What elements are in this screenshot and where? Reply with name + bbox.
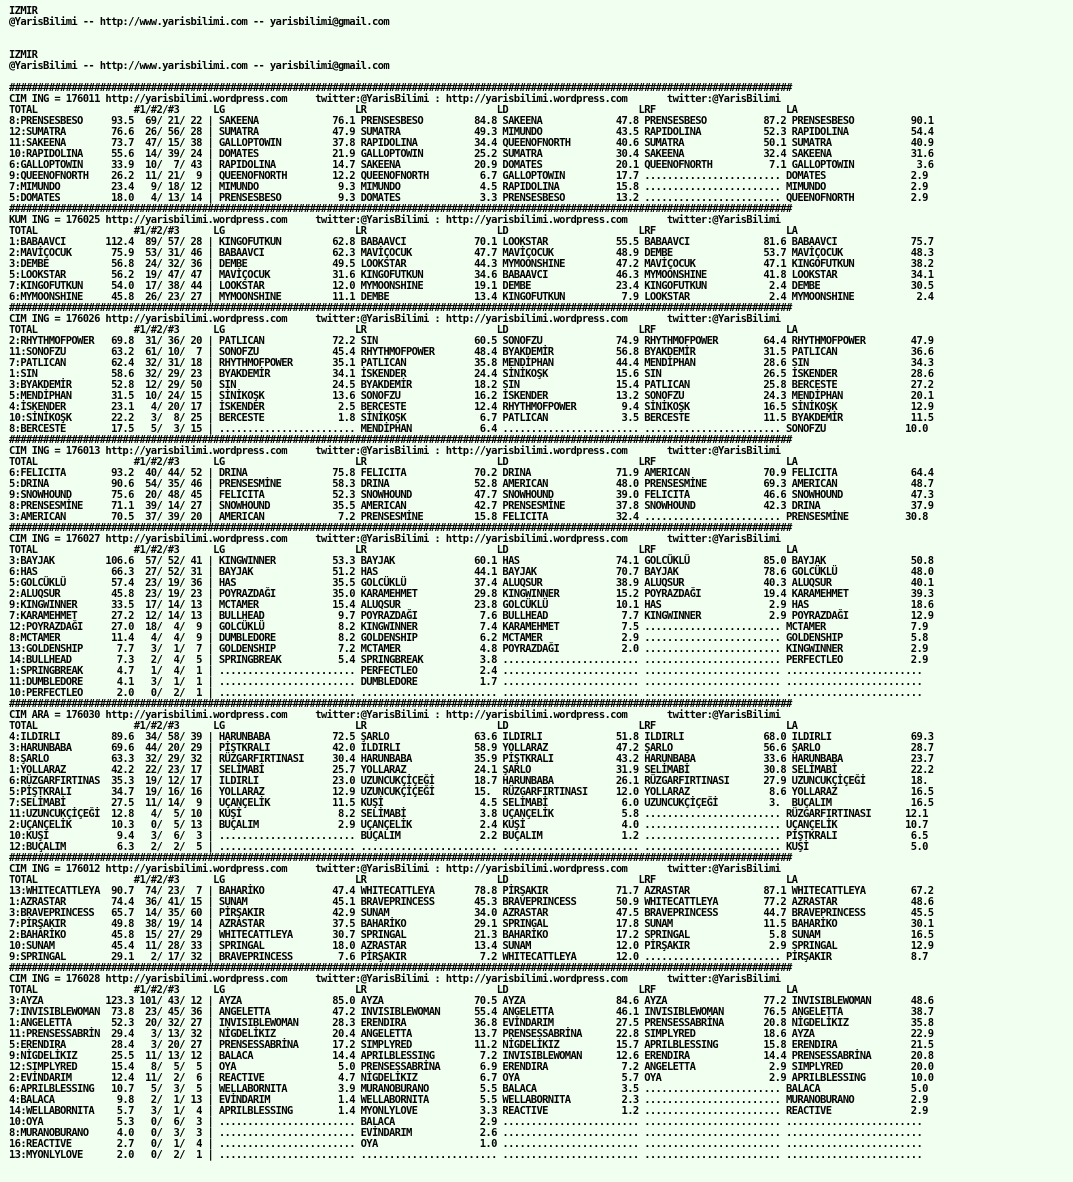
runner-row: 12:SUMATRA 76.6 26/ 56/ 28 | SUMATRA 47.9 SUMATRA 49.3 MIMUNDO 43.5 RAPIDOLINA 52.3 RAPIDOLINA 54.4 bbox=[9, 126, 934, 138]
blank-line bbox=[9, 39, 1073, 50]
race-block bbox=[9, 853, 1073, 963]
separator-line: ########################################################################################################################################## bbox=[9, 434, 792, 446]
runner-row: 11:PRENSESSABRİN 29.4 3/ 13/ 32 | NİGDELİKIZ 20.4 ANGELETTA 13.7 PRENSESSABRİNA 22.8 SIMPLYRED 18.6 AYZA 22.9 bbox=[9, 1028, 934, 1040]
runner-row: 2:EVİNDARIM 12.4 11/ 2/ 6 | REACTIVE 4.7 NİGDELİKIZ 6.7 OYA 5.7 OYA 2.9 APRILBLESSING 10.0 bbox=[9, 1072, 934, 1084]
runner-row: 16:REACTIVE 2.7 0/ 1/ 4 | ........................ OYA 1.0 ........................ ........................ ........................ bbox=[9, 1138, 923, 1150]
runner-row: 3:BAYJAK 106.6 57/ 52/ 41 | KINGWINNER 53.3 BAYJAK 60.1 HAS 74.1 GOLCÜKLÜ 85.0 BAYJAK 50.8 bbox=[9, 555, 934, 567]
runner-row: 4:ILDIRLI 89.6 34/ 58/ 39 | HARUNBABA 72.5 ŞARLO 63.6 ILDIRLI 51.8 ILDIRLI 68.0 ILDIRLI 69.3 bbox=[9, 731, 934, 743]
column-header: TOTAL #1/#2/#3 LG LR LD LRF LA bbox=[9, 720, 798, 732]
runner-row: 13:MYONLYLOVE 2.0 0/ 2/ 1 | ........................ ........................ ........................ ........................ ........................ bbox=[9, 1149, 923, 1161]
runner-row: 11:SONOFZU 63.2 61/ 10/ 7 | SONOFZU 45.4 RHYTHMOFPOWER 48.4 BYAKDEMİR 56.8 BYAKDEMİR 31.5 PATLICAN 36.6 bbox=[9, 346, 934, 358]
column-header: TOTAL #1/#2/#3 LG LR LD LRF LA bbox=[9, 984, 798, 996]
race-block bbox=[9, 204, 1073, 303]
runner-row: 10:OYA 5.3 0/ 6/ 3 | ........................ BALACA 2.9 ........................ ........................ ........................ bbox=[9, 1116, 923, 1128]
runner-row: 6:GALLOPTOWIN 33.9 10/ 7/ 43 | RAPIDOLINA 14.7 SAKEENA 20.9 DOMATES 20.1 QUEENOFNORTH 7.1 GALLOPTOWIN 3.6 bbox=[9, 159, 934, 171]
runner-row: 1:SIN 58.6 32/ 29/ 23 | BYAKDEMİR 34.1 İSKENDER 24.4 SİNİKOŞK 15.6 SIN 26.5 İSKENDER 28.6 bbox=[9, 368, 934, 380]
runner-row: 8:PRENSESMİNE 71.1 39/ 14/ 27 | SNOWHOUND 35.5 AMERICAN 42.7 PRENSESMİNE 37.8 SNOWHOUND 42.3 DRINA 37.9 bbox=[9, 500, 934, 512]
runner-row: 1:SPRINGBREAK 4.7 1/ 4/ 1 | ........................ PERFECTLEO 2.4 ........................ ........................ ........................ bbox=[9, 665, 923, 677]
race-block bbox=[9, 83, 1073, 204]
race-block bbox=[9, 435, 1073, 523]
runner-row: 5:DOMATES 18.0 4/ 13/ 14 | PRENSESBESO 9.3 DOMATES 3.3 PRENSESBESO 13.2 ........................ QUEENOFNORTH 2.9 bbox=[9, 192, 928, 204]
column-header: TOTAL #1/#2/#3 LG LR LD LRF LA bbox=[9, 104, 798, 116]
runner-row: 7:PİRŞAKIR 49.8 38/ 19/ 14 | AZRASTAR 37.5 BAHARİKO 29.1 SPRINGAL 17.8 SUNAM 11.5 BAHARİKO 30.1 bbox=[9, 918, 934, 930]
runner-row: 12:SIMPLYRED 15.4 8/ 5/ 5 | OYA 5.0 PRENSESSABRİNA 6.9 ERENDIRA 7.2 ANGELETTA 2.9 SIMPLYRED 20.0 bbox=[9, 1061, 934, 1073]
page-city: IZMIR bbox=[9, 5, 38, 17]
column-header: TOTAL #1/#2/#3 LG LR LD LRF LA bbox=[9, 544, 798, 556]
runner-row: 9:NİGDELİKIZ 25.5 11/ 13/ 12 | BALACA 14.4 APRILBLESSING 7.2 INVISIBLEWOMAN 12.6 ERENDIRA 14.4 PRENSESSABRİNA 20.8 bbox=[9, 1050, 934, 1062]
runner-row: 3:AMERICAN 70.5 37/ 39/ 20 | AMERICAN 7.2 PRENSESMİNE 15.8 FELICITA 32.4 ........................ PRENSESMİNE 30.8 bbox=[9, 511, 928, 523]
column-header: TOTAL #1/#2/#3 LG LR LD LRF LA bbox=[9, 324, 798, 336]
race-header: CIM ING = 176028 http://yarisbilimi.wordpress.com twitter:@YarisBilimi : http://yarisbilimi.wordpress.com twitter:@YarisBilimi bbox=[9, 973, 781, 985]
runner-row: 11:UZUNCUKÇİÇEĞİ 12.8 4/ 5/ 10 | KUŞİ 8.2 SELİMABİ 3.8 UÇANÇELİK 5.8 ........................ RÜZGARFIRTINASI 12.1 bbox=[9, 808, 928, 820]
race-header: CIM ING = 176027 http://yarisbilimi.wordpress.com twitter:@YarisBilimi : http://yarisbilimi.wordpress.com twitter:@YarisBilimi bbox=[9, 533, 781, 545]
runner-row: 10:RAPIDOLINA 55.6 14/ 39/ 24 | DOMATES 21.9 GALLOPTOWIN 25.2 SUMATRA 30.4 SAKEENA 32.4 SAKEENA 31.6 bbox=[9, 148, 934, 160]
runner-row: 4:İSKENDER 23.1 4/ 20/ 17 | İSKENDER 2.5 BERCESTE 12.4 RHYTHMOFPOWER 9.4 SİNİKOŞK 16.5 SİNİKOŞK 12.9 bbox=[9, 401, 934, 413]
blank-line bbox=[9, 28, 1073, 39]
separator-line: ########################################################################################################################################## bbox=[9, 962, 792, 974]
race-block bbox=[9, 699, 1073, 853]
runner-row: 5:DRINA 90.6 54/ 35/ 46 | PRENSESMİNE 58.3 DRINA 52.8 AMERICAN 48.0 PRENSESMİNE 69.3 AMERICAN 48.7 bbox=[9, 478, 934, 490]
race-header: CIM ING = 176013 http://yarisbilimi.wordpress.com twitter:@YarisBilimi : http://yarisbilimi.wordpress.com twitter:@YarisBilimi bbox=[9, 445, 781, 457]
race-block bbox=[9, 303, 1073, 435]
page-credits: @YarisBilimi -- http://www.yarisbilimi.com -- yarisbilimi@gmail.com bbox=[9, 16, 389, 28]
runner-row: 3:DEMBE 56.8 24/ 32/ 36 | DEMBE 49.5 LOOKSTAR 44.3 MYMOONSHINE 47.2 MAVİÇOCUK 47.1 KINGOFUTKUN 38.2 bbox=[9, 258, 934, 270]
runner-row: 1:BABAAVCI 112.4 89/ 57/ 28 | KINGOFUTKUN 62.8 BABAAVCI 70.1 LOOKSTAR 55.5 BABAAVCI 81.6 BABAAVCI 75.7 bbox=[9, 236, 934, 248]
runner-row: 11:DUMBLEDORE 4.1 3/ 1/ 1 | ........................ DUMBLEDORE 1.7 ........................ ........................ ........................ bbox=[9, 676, 923, 688]
race-header: CIM ING = 176026 http://yarisbilimi.wordpress.com twitter:@YarisBilimi : http://yarisbilimi.wordpress.com twitter:@YarisBilimi bbox=[9, 313, 781, 325]
separator-line: ########################################################################################################################################## bbox=[9, 522, 792, 534]
runner-row: 2:BAHARİKO 45.8 15/ 27/ 29 | WHITECATTLEYA 30.7 SPRINGAL 21.3 BAHARİKO 17.2 SPRINGAL 5.8 SUNAM 16.5 bbox=[9, 929, 934, 941]
runner-row: 3:BRAVEPRINCESS 65.7 14/ 35/ 60 | PİRŞAKIR 42.9 SUNAM 34.0 AZRASTAR 47.5 BRAVEPRINCESS 44.7 BRAVEPRINCESS 45.5 bbox=[9, 907, 934, 919]
runner-row: 11:SAKEENA 73.7 47/ 15/ 38 | GALLOPTOWIN 37.8 RAPIDOLINA 34.4 QUEENOFNORTH 40.6 SUMATRA 50.1 SUMATRA 40.9 bbox=[9, 137, 934, 149]
runner-row: 8:BERCESTE 17.5 5/ 3/ 15 | ........................ MENDİPHAN 6.4 ........................ ........................ SONOFZU 10.0 bbox=[9, 423, 928, 435]
runner-row: 5:MENDİPHAN 31.5 10/ 24/ 15 | SİNİKOŞK 13.6 SONOFZU 16.2 İSKENDER 13.2 SONOFZU 24.3 MENDİPHAN 20.1 bbox=[9, 390, 934, 402]
runner-row: 7:MIMUNDO 23.4 9/ 18/ 12 | MIMUNDO 9.3 MIMUNDO 4.5 RAPIDOLINA 15.8 ........................ MIMUNDO 2.9 bbox=[9, 181, 928, 193]
runner-row: 9:QUEENOFNORTH 26.2 11/ 21/ 9 | QUEENOFNORTH 12.2 QUEENOFNORTH 6.7 GALLOPTOWIN 17.7 ........................ DOMATES 2.9 bbox=[9, 170, 928, 182]
runner-row: 8:MURANOBURANO 4.0 0/ 3/ 3 | ........................ EVİNDARIM 2.6 ........................ ........................ ........................ bbox=[9, 1127, 923, 1139]
runner-row: 2:UÇANÇELİK 10.3 0/ 5/ 13 | BUÇALIM 2.9 UÇANÇELİK 2.4 KUŞİ 4.0 ........................ UÇANÇELİK 10.7 bbox=[9, 819, 928, 831]
runner-row: 6:APRILBLESSING 10.7 5/ 3/ 5 | WELLABORNITA 3.9 MURANOBURANO 5.5 BALACA 3.5 ........................ BALACA 5.0 bbox=[9, 1083, 928, 1095]
runner-row: 13:GOLDENSHIP 7.7 3/ 1/ 7 | GOLDENSHIP 7.2 MCTAMER 4.8 POYRAZDAĞI 2.0 ........................ KINGWINNER 2.9 bbox=[9, 643, 928, 655]
race-tables bbox=[9, 83, 1073, 1161]
runner-row: 6:FELICITA 93.2 40/ 44/ 52 | DRINA 75.8 FELICITA 70.2 DRINA 71.9 AMERICAN 70.9 FELICITA 64.4 bbox=[9, 467, 934, 479]
runner-row: 1:YOLLARAZ 42.2 22/ 23/ 17 | SELİMABİ 25.7 YOLLARAZ 24.1 ŞARLO 31.9 SELİMABİ 30.8 SELİMABİ 22.2 bbox=[9, 764, 934, 776]
column-header: TOTAL #1/#2/#3 LG LR LD LRF LA bbox=[9, 874, 798, 886]
separator-line: ########################################################################################################################################## bbox=[9, 302, 792, 314]
race-block bbox=[9, 963, 1073, 1161]
runner-row: 3:AYZA 123.3 101/ 43/ 12 | AYZA 85.0 AYZA 70.5 AYZA 84.6 AYZA 77.2 INVISIBLEWOMAN 48.6 bbox=[9, 995, 934, 1007]
runner-row: 14:WELLABORNITA 5.7 3/ 1/ 4 | APRILBLESSING 1.4 MYONLYLOVE 3.3 REACTIVE 1.2 ........................ REACTIVE 2.9 bbox=[9, 1105, 928, 1117]
column-header: TOTAL #1/#2/#3 LG LR LD LRF LA bbox=[9, 456, 798, 468]
sheet-city: IZMIR bbox=[9, 49, 38, 61]
runner-row: 10:SİNİKOŞK 22.2 3/ 8/ 25 | BERCESTE 1.8 SİNİKOŞK 6.7 PATLICAN 3.5 BERCESTE 11.5 BYAKDEMİR 11.5 bbox=[9, 412, 934, 424]
runner-row: 6:RÜZGARFIRTINAS 35.3 19/ 12/ 17 | ILDIRLI 23.0 UZUNCUKÇİÇEĞİ 18.7 HARUNBABA 26.1 RÜZGARFIRTINASI 27.9 UZUNCUKÇİÇEĞİ 18. bbox=[9, 775, 928, 787]
runner-row: 2:MAVİÇOCUK 75.9 53/ 31/ 46 | BABAAVCI 62.3 MAVİÇOCUK 47.7 MAVİÇOCUK 48.9 DEMBE 53.7 MAVİÇOCUK 48.3 bbox=[9, 247, 934, 259]
separator-line: ########################################################################################################################################## bbox=[9, 852, 792, 864]
runner-row: 1:ANGELETTA 52.3 20/ 32/ 27 | INVISIBLEWOMAN 28.3 ERENDIRA 36.8 EVİNDARIM 27.5 PRENSESSABRİNA 20.8 NİGDELİKIZ 35.8 bbox=[9, 1017, 934, 1029]
runner-row: 12:POYRAZDAĞI 27.0 18/ 4/ 9 | GOLCÜKLÜ 8.2 KINGWINNER 7.4 KARAMEHMET 7.5 ........................ MCTAMER 7.9 bbox=[9, 621, 928, 633]
runner-row: 6:MYMOONSHINE 45.8 26/ 23/ 27 | MYMOONSHINE 11.1 DEMBE 13.4 KINGOFUTKUN 7.9 LOOKSTAR 2.4 MYMOONSHINE 2.4 bbox=[9, 291, 934, 303]
runner-row: 3:BYAKDEMİR 52.8 12/ 29/ 50 | SIN 24.5 BYAKDEMİR 18.2 SIN 15.4 PATLICAN 25.8 BERCESTE 27.2 bbox=[9, 379, 934, 391]
runner-row: 9:SNOWHOUND 75.6 20/ 48/ 45 | FELICITA 52.3 SNOWHOUND 47.7 SNOWHOUND 39.0 FELICITA 46.6 SNOWHOUND 47.3 bbox=[9, 489, 934, 501]
column-header: TOTAL #1/#2/#3 LG LR LD LRF LA bbox=[9, 225, 798, 237]
runner-row: 7:KINGOFUTKUN 54.0 17/ 38/ 44 | LOOKSTAR 12.0 MYMOONSHINE 19.1 DEMBE 23.4 KINGOFUTKUN 2.4 DEMBE 30.5 bbox=[9, 280, 934, 292]
runner-row: 7:KARAMEHMET 27.2 12/ 14/ 13 | BULLHEAD 9.7 POYRAZDAĞI 7.6 BULLHEAD 7.7 KINGWINNER 2.9 POYRAZDAĞI 12.9 bbox=[9, 610, 934, 622]
runner-row: 10:SUNAM 45.4 11/ 28/ 33 | SPRINGAL 18.0 AZRASTAR 13.4 SUNAM 12.0 PİRŞAKIR 2.9 SPRINGAL 12.9 bbox=[9, 940, 934, 952]
runner-row: 4:BALACA 9.8 2/ 1/ 13 | EVİNDARIM 1.4 WELLABORNITA 5.5 WELLABORNITA 2.3 ........................ MURANOBURANO 2.9 bbox=[9, 1094, 928, 1106]
sheet-credits: @YarisBilimi -- http://www.yarisbilimi.com -- yarisbilimi@gmail.com bbox=[9, 60, 389, 72]
runner-row: 14:BULLHEAD 7.3 2/ 4/ 5 | SPRINGBREAK 5.4 SPRINGBREAK 3.8 ........................ ........................ PERFECTLEO 2.9 bbox=[9, 654, 928, 666]
runner-row: 6:HAS 66.3 27/ 52/ 31 | BAYJAK 51.2 HAS 44.1 BAYJAK 70.7 BAYJAK 78.6 GOLCÜKLÜ 48.0 bbox=[9, 566, 934, 578]
runner-row: 12:BUÇALIM 6.3 2/ 2/ 5 | ........................ ........................ ........................ ........................ KUŞİ 5.0 bbox=[9, 841, 928, 853]
runner-row: 7:INVISIBLEWOMAN 73.8 23/ 45/ 36 | ANGELETTA 47.2 INVISIBLEWOMAN 55.4 ANGELETTA 46.1 INVISIBLEWOMAN 76.5 ANGELETTA 38.7 bbox=[9, 1006, 934, 1018]
runner-row: 2:ALUQSUR 45.8 23/ 19/ 23 | POYRAZDAĞI 35.0 KARAMEHMET 29.8 KINGWINNER 15.2 POYRAZDAĞI 19.4 KARAMEHMET 39.3 bbox=[9, 588, 934, 600]
runner-row: 13:WHITECATTLEYA 90.7 74/ 23/ 7 | BAHARİKO 47.4 WHITECATTLEYA 78.8 PİRŞAKIR 71.7 AZRASTAR 87.1 WHITECATTLEYA 67.2 bbox=[9, 885, 934, 897]
runner-row: 5:LOOKSTAR 56.2 19/ 47/ 47 | MAVİÇOCUK 31.6 KINGOFUTKUN 34.6 BABAAVCI 46.3 MYMOONSHINE 41.8 LOOKSTAR 34.1 bbox=[9, 269, 934, 281]
runner-row: 10:PERFECTLEO 2.0 0/ 2/ 1 | ........................ ........................ ........................ ........................ ........................ bbox=[9, 687, 923, 699]
race-block bbox=[9, 523, 1073, 699]
runner-row: 9:SPRINGAL 29.1 2/ 17/ 32 | BRAVEPRINCESS 7.6 PİRŞAKIR 7.2 WHITECATTLEYA 12.0 ........................ PİRŞAKIR 8.7 bbox=[9, 951, 928, 963]
race-header: CIM ARA = 176030 http://yarisbilimi.wordpress.com twitter:@YarisBilimi : http://yarisbilimi.wordpress.com twitter:@YarisBilimi bbox=[9, 709, 781, 721]
runner-row: 8:MCTAMER 11.4 4/ 4/ 9 | DUMBLEDORE 8.2 GOLDENSHIP 6.2 MCTAMER 2.9 ........................ GOLDENSHIP 5.8 bbox=[9, 632, 928, 644]
runner-row: 2:RHYTHMOFPOWER 69.8 31/ 36/ 20 | PATLICAN 72.2 SIN 60.5 SONOFZU 74.9 RHYTHMOFPOWER 64.4 RHYTHMOFPOWER 47.9 bbox=[9, 335, 934, 347]
runner-row: 7:SELİMABİ 27.5 11/ 14/ 9 | UÇANÇELİK 11.5 KUŞİ 4.5 SELİMABİ 6.0 UZUNCUKÇİÇEĞİ 3. BUÇALIM 16.5 bbox=[9, 797, 934, 809]
runner-row: 5:GOLCÜKLÜ 57.4 23/ 19/ 36 | HAS 35.5 GOLCÜKLÜ 37.4 ALUQSUR 38.9 ALUQSUR 40.3 ALUQSUR 40.1 bbox=[9, 577, 934, 589]
runner-row: 3:HARUNBABA 69.6 44/ 20/ 29 | PİŞTKRALI 42.0 ILDIRLI 58.9 YOLLARAZ 47.2 ŞARLO 56.6 ŞARLO 28.7 bbox=[9, 742, 934, 754]
separator-line: ########################################################################################################################################## bbox=[9, 82, 792, 94]
runner-row: 5:PİŞTKRALI 34.7 19/ 16/ 16 | YOLLARAZ 12.9 UZUNCUKÇİÇEĞİ 15. RÜZGARFIRTINASI 12.0 YOLLARAZ 8.6 YOLLARAZ 16.5 bbox=[9, 786, 934, 798]
runner-row: 9:KINGWINNER 33.5 17/ 14/ 13 | MCTAMER 15.4 ALUQSUR 23.8 GOLCÜKLÜ 10.1 HAS 2.9 HAS 18.6 bbox=[9, 599, 934, 611]
race-header: CIM ING = 176011 http://yarisbilimi.wordpress.com twitter:@YarisBilimi : http://yarisbilimi.wordpress.com twitter:@YarisBilimi bbox=[9, 93, 781, 105]
runner-row: 1:AZRASTAR 74.4 36/ 41/ 15 | SUNAM 45.1 BRAVEPRINCESS 45.3 BRAVEPRINCESS 50.9 WHITECATTLEYA 77.2 AZRASTAR 48.6 bbox=[9, 896, 934, 908]
runner-row: 10:KUŞİ 9.4 3/ 6/ 3 | ........................ BUÇALIM 2.2 BUÇALIM 1.2 ........................ PİŞTKRALI 6.5 bbox=[9, 830, 928, 842]
separator-line: ########################################################################################################################################## bbox=[9, 698, 792, 710]
runner-row: 5:ERENDIRA 28.4 3/ 20/ 27 | PRENSESSABRİNA 17.2 SIMPLYRED 11.2 NİGDELİKIZ 15.7 APRILBLESSING 15.8 ERENDIRA 21.5 bbox=[9, 1039, 934, 1051]
separator-line: ########################################################################################################################################## bbox=[9, 203, 792, 215]
race-header: KUM ING = 176025 http://yarisbilimi.wordpress.com twitter:@YarisBilimi : http://yarisbilimi.wordpress.com twitter:@YarisBilimi bbox=[9, 214, 781, 226]
runner-row: 7:PATLICAN 62.4 32/ 31/ 18 | RHYTHMOFPOWER 35.1 PATLICAN 35.8 MENDİPHAN 44.4 MENDİPHAN 28.6 SIN 34.3 bbox=[9, 357, 934, 369]
runner-row: 8:ŞARLO 63.3 32/ 29/ 32 | RÜZGARFIRTINASI 30.4 HARUNBABA 35.9 PİŞTKRALI 43.2 HARUNBABA 33.6 HARUNBABA 23.7 bbox=[9, 753, 934, 765]
race-header: CIM ING = 176012 http://yarisbilimi.wordpress.com twitter:@YarisBilimi : http://yarisbilimi.wordpress.com twitter:@YarisBilimi bbox=[9, 863, 781, 875]
runner-row: 8:PRENSESBESO 93.5 69/ 21/ 22 | SAKEENA 76.1 PRENSESBESO 84.8 SAKEENA 47.8 PRENSESBESO 87.2 PRENSESBESO 90.1 bbox=[9, 115, 934, 127]
